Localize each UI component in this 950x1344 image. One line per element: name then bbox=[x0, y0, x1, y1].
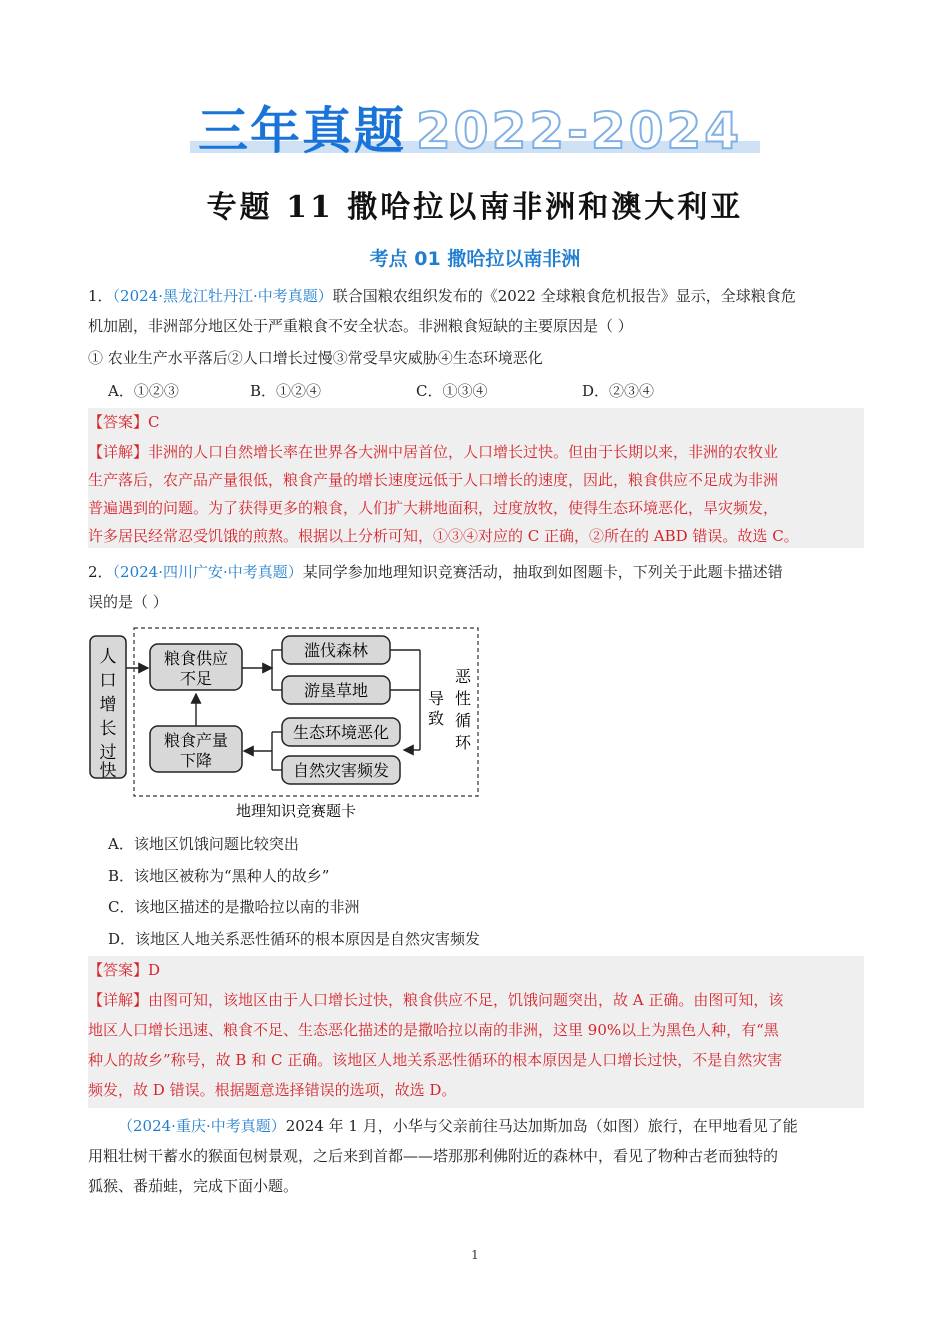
q2-detail-2: 地区人口增长迅速、粮食不足、生态恶化描述的是撒哈拉以南的非洲，这里 90%以上为黑色人种，有“黑 bbox=[88, 1021, 779, 1039]
q1-option-a[interactable]: A．①②③ bbox=[108, 382, 179, 400]
grain-supply-line2: 不足 bbox=[179, 669, 213, 688]
q3-line2: 用粗壮树干蓄水的猴面包树景观，之后来到首都——塔那那利佛附近的森林中，看见了物种古老而独特的 bbox=[88, 1147, 779, 1165]
cycle-char-4: 环 bbox=[454, 733, 472, 752]
q1-answer-box bbox=[88, 408, 864, 548]
q3-source: （2024·重庆·中考真题） bbox=[118, 1117, 286, 1135]
cycle-char-3: 循 bbox=[454, 711, 472, 730]
cycle-char-2: 性 bbox=[454, 689, 472, 708]
section-heading: 考点 01 撒哈拉以南非洲 bbox=[369, 248, 581, 270]
banner-main-text: 三年真题 bbox=[198, 102, 406, 160]
q1-options bbox=[108, 380, 708, 400]
page-title: 专题 11 撒哈拉以南非洲和澳大利亚 bbox=[206, 190, 744, 225]
q1-items: ① 农业生产水平落后②人口增长过慢③常受旱灾威胁④生态环境恶化 bbox=[88, 349, 543, 367]
q2-detail-3: 种人的故乡”称号，故 B 和 C 正确。该地区人地关系恶性循环的根本原因是人口增长过快，不是自然灾害 bbox=[88, 1051, 783, 1069]
q2-option-b[interactable]: B．该地区被称为“黑种人的故乡” bbox=[108, 867, 330, 885]
q2-stem-line2: 误的是（ ） bbox=[88, 593, 168, 611]
q1-option-d[interactable]: D．②③④ bbox=[582, 382, 655, 400]
q1-stem-a: 联合国粮农组织发布的《2022 全球粮食危机报告》显示，全球粮食危 bbox=[332, 287, 796, 305]
q1-detail-2: 生产落后，农产品产量很低，粮食产量的增长速度远低于人口增长的速度，因此，粮食供应不足成为非洲 bbox=[88, 471, 779, 489]
grain-supply-line1: 粮食供应 bbox=[163, 649, 229, 668]
title-banner bbox=[190, 93, 760, 160]
lead-char-2: 致 bbox=[427, 709, 445, 728]
population-char-5: 过 bbox=[99, 743, 117, 763]
q1-source: （2024·黑龙江牡丹江·中考真题） bbox=[112, 287, 333, 305]
q3-line3: 狐猴、番茄蛙，完成下面小题。 bbox=[88, 1177, 299, 1195]
population-char-1: 人 bbox=[99, 647, 117, 667]
q2-detail-1: 【详解】由图可知，该地区由于人口增长过快，粮食供应不足，饥饿问题突出，故 A 正确。由图可知，该 bbox=[88, 991, 784, 1009]
q2-answer-box bbox=[88, 956, 864, 1108]
q2-option-c[interactable]: C．该地区描述的是撒哈拉以南的非洲 bbox=[108, 898, 360, 916]
population-char-6: 快 bbox=[99, 761, 117, 781]
q1-stem-line2: 机加剧，非洲部分地区处于严重粮食不安全状态。非洲粮食短缺的主要原因是（ ） bbox=[88, 317, 633, 335]
population-char-4: 长 bbox=[99, 719, 117, 739]
vicious-cycle-diagram bbox=[86, 624, 486, 824]
q1-option-b[interactable]: B．①②④ bbox=[250, 382, 322, 400]
q2-option-a[interactable]: A．该地区饥饿问题比较突出 bbox=[108, 835, 299, 853]
q1-detail-4: 许多居民经常忍受饥饿的煎熬。根据以上分析可知，①③④对应的 C 正确，②所在的 ABD 错误。故选 C。 bbox=[88, 527, 799, 545]
diagram-caption: 地理知识竞赛题卡 bbox=[235, 802, 357, 820]
banner-text bbox=[198, 91, 742, 163]
q1-answer: 【答案】C bbox=[88, 413, 160, 431]
grain-output-line1: 粮食产量 bbox=[163, 731, 229, 750]
disaster-label: 自然灾害频发 bbox=[292, 761, 390, 780]
reclaim-label: 游垦草地 bbox=[303, 681, 369, 700]
population-char-2: 口 bbox=[99, 671, 117, 691]
banner-years: 2022-2024 bbox=[416, 102, 743, 160]
population-char-3: 增 bbox=[99, 695, 117, 715]
lead-char-1: 导 bbox=[427, 689, 445, 708]
q3-line1 bbox=[118, 1116, 892, 1136]
q2-answer: 【答案】D bbox=[88, 961, 161, 979]
q3-text-1: 2024 年 1 月，小华与父亲前往马达加斯加岛（如图）旅行，在甲地看见了能 bbox=[285, 1117, 798, 1135]
grain-output-line2: 下降 bbox=[179, 751, 213, 770]
q2-option-d[interactable]: D．该地区人地关系恶性循环的根本原因是自然灾害频发 bbox=[108, 930, 481, 948]
q1-detail-3: 普遍遇到的问题。为了获得更多的粮食，人们扩大耕地面积，过度放牧，使得生态环境恶化，旱灾频发， bbox=[88, 499, 779, 517]
page-number: 1 bbox=[471, 1248, 479, 1262]
q2-stem-a: 某同学参加地理知识竞赛活动，抽取到如图题卡，下列关于此题卡描述错 bbox=[302, 563, 783, 581]
q1-stem-line1 bbox=[88, 286, 862, 306]
q1-option-c[interactable]: C．①③④ bbox=[416, 382, 488, 400]
q2-number: 2． bbox=[88, 563, 113, 581]
q1-number: 1． bbox=[88, 287, 113, 305]
q2-source: （2024·四川广安·中考真题） bbox=[112, 563, 303, 581]
deforest-label: 滥伐森林 bbox=[303, 641, 369, 660]
cycle-char-1: 恶 bbox=[454, 667, 472, 686]
ecology-label: 生态环境恶化 bbox=[292, 723, 390, 742]
q2-detail-4: 频发，故 D 错误。根据题意选择错误的选项，故选 D。 bbox=[88, 1081, 457, 1099]
q1-detail-1: 【详解】非洲的人口自然增长率在世界各大洲中居首位，人口增长过快。但由于长期以来，非洲的农牧业 bbox=[88, 443, 779, 461]
q2-stem-line1 bbox=[88, 562, 862, 582]
